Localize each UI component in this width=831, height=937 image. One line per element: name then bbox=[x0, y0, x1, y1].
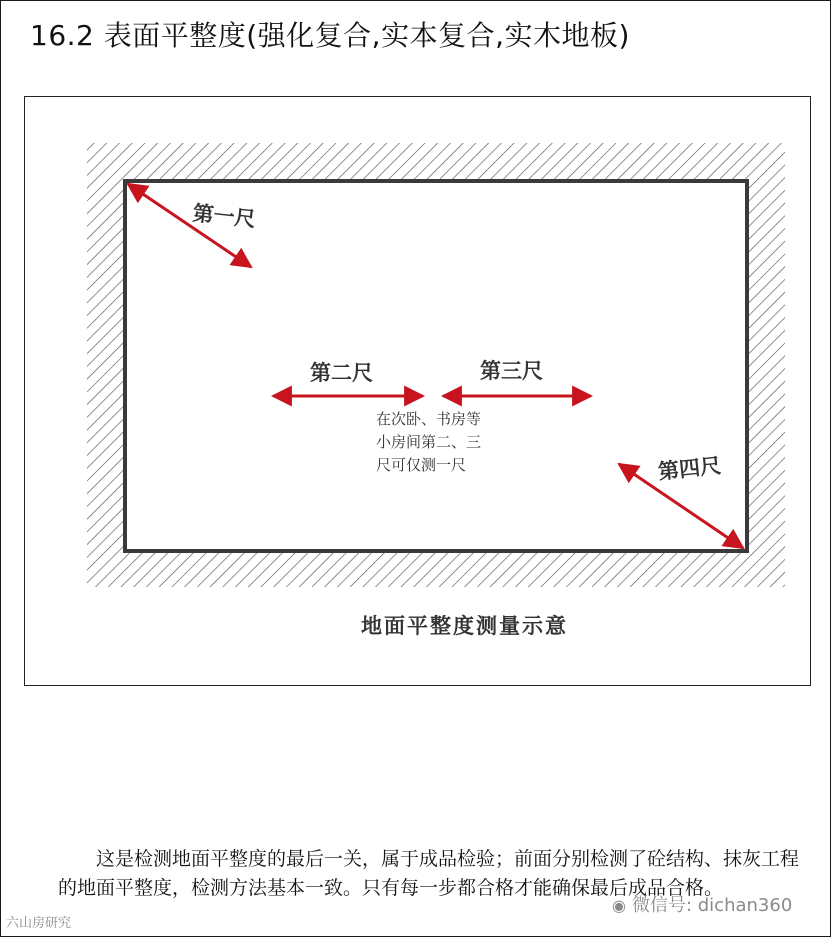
note-line-2: 小房间第二、三 bbox=[376, 433, 482, 451]
label-third: 第三尺 bbox=[480, 358, 543, 383]
wechat-icon: ◉ bbox=[612, 896, 626, 915]
floor-flatness-diagram bbox=[25, 97, 810, 685]
diagram-frame bbox=[24, 96, 811, 686]
watermark-right-text: 微信号: dichan360 bbox=[631, 895, 793, 916]
label-fourth: 第四尺 bbox=[656, 452, 723, 484]
body-paragraph: 这是检测地面平整度的最后一关，属于成品检验；前面分别检测了砼结构、抹灰工程的地面平整度，检测方法基本一致。只有每一步都合格才能确保最后成品合格。 bbox=[58, 848, 800, 899]
room-outline bbox=[125, 181, 747, 551]
watermark-right bbox=[612, 891, 792, 917]
label-second: 第二尺 bbox=[310, 360, 373, 385]
label-first: 第一尺 bbox=[191, 200, 257, 232]
note-line-3: 尺可仅测一尺 bbox=[376, 456, 467, 474]
diagram-caption: 地面平整度测量示意 bbox=[361, 613, 568, 638]
note-line-1: 在次卧、书房等 bbox=[376, 410, 482, 428]
watermark-left: 六山房研究 bbox=[6, 916, 72, 931]
page-title: 16.2 表面平整度(强化复合,实本复合,实木地板) bbox=[30, 19, 630, 52]
